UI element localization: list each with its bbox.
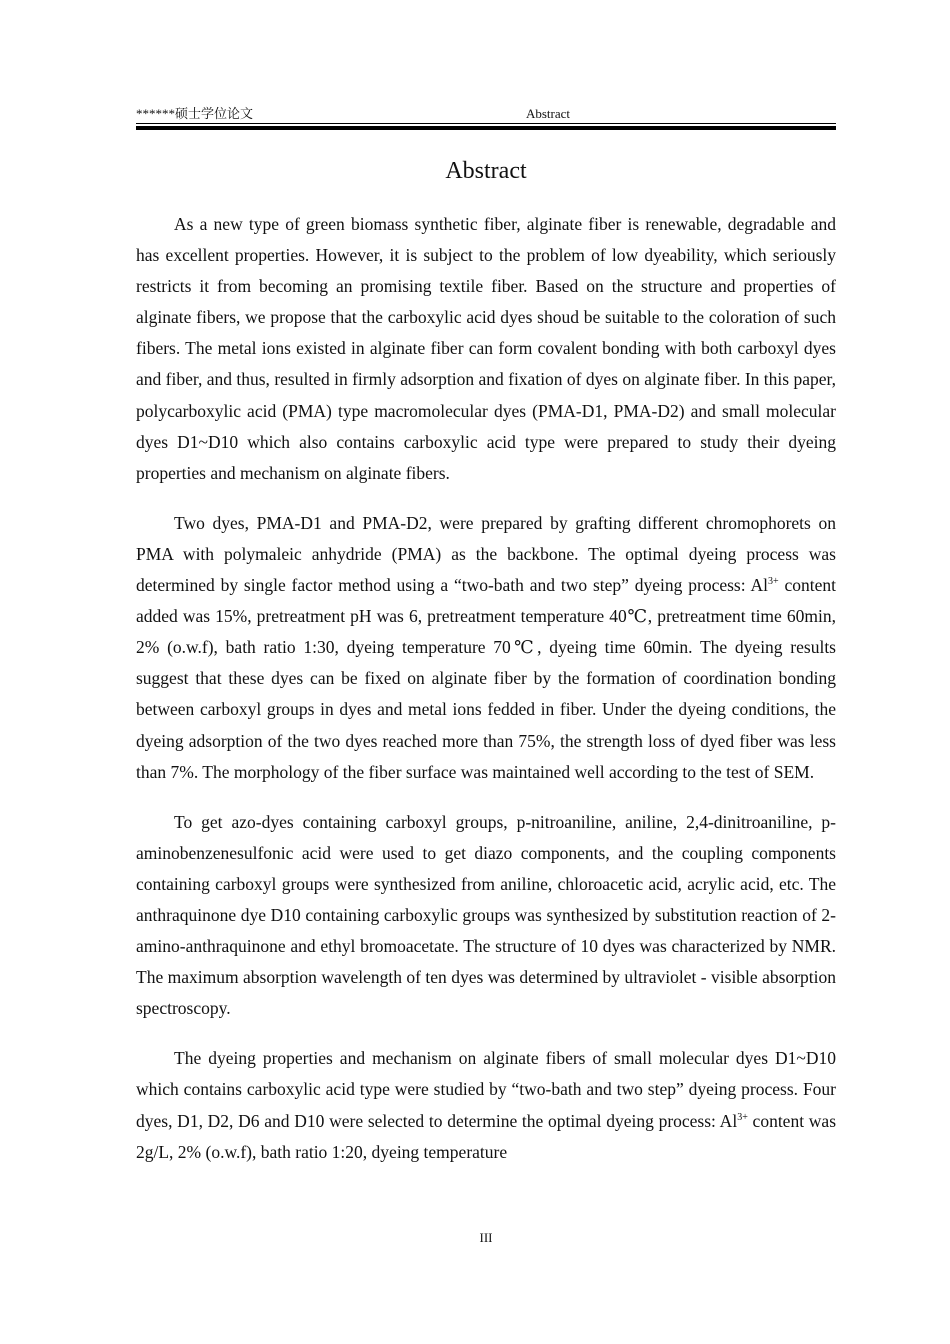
header-rule-thick bbox=[136, 126, 836, 130]
superscript-charge: 3+ bbox=[737, 1111, 748, 1123]
paragraph-4-text-b: content was 2g/L, 2% (o.w.f), bath ratio 1:20, dyeing temperature bbox=[136, 1110, 836, 1162]
paragraph-4 bbox=[136, 1043, 836, 1167]
paragraph-4-text-a: The dyeing properties and mechanism on alginate fibers of small molecular dyes D1~D10 which contains carboxylic acid type were studied by “two-bath and two step” dyeing process. Four dyes, D1, D2, D6 and D10 were selected to determine the optimal dyeing process: Al bbox=[136, 1048, 836, 1131]
paragraph-1: As a new type of green biomass synthetic fiber, alginate fiber is renewable, degradable and has excellent properties. However, it is subject to the problem of low dyeability, which seriously restricts it from becoming an promising textile fiber. Based on the structure and properties of alginate fibers, we propose that the carboxylic acid dyes shoud be suitable to the coloration of such fibers. The metal ions existed in alginate fiber can form covalent bonding with both carboxyl dyes and fiber, and thus, resulted in firmly adsorption and fixation of dyes on alginate fiber. In this paper, polycarboxylic acid (PMA) type macromolecular dyes (PMA-D1, PMA-D2) and small molecular dyes D1~D10 which also contains carboxylic acid type were prepared to study their dyeing properties and mechanism on alginate fibers. bbox=[136, 214, 836, 483]
paragraph-2-text-a: Two dyes, PMA-D1 and PMA-D2, were prepared by grafting different chromophorets on PMA with polymaleic anhydride (PMA) as the backbone. The optimal dyeing process was determined by single factor method using a “two-bath and two step” dyeing process: Al bbox=[136, 512, 836, 596]
header-rule-thin bbox=[136, 123, 836, 124]
abstract-body bbox=[136, 209, 836, 1187]
superscript-charge: 3+ bbox=[768, 576, 779, 588]
paragraph-3: To get azo-dyes containing carboxyl groups, p-nitroaniline, aniline, 2,4-dinitroaniline, p-aminobenzenesulfonic acid were used to get diazo components, and the coupling components containing carboxyl groups were synthesized from aniline, chloroacetic acid, acrylic acid, etc. The anthraquinone dye D10 containing carboxylic groups was synthesized by substitution reaction of 2-amino-anthraquinone and ethyl bromoacetate. The structure of 10 dyes was characterized by NMR. The maximum absorption wavelength of ten dyes was determined by ultraviolet - visible absorption spectroscopy. bbox=[136, 811, 836, 1019]
paragraph-2 bbox=[136, 508, 836, 788]
page-number: III bbox=[479, 1230, 493, 1245]
running-header-title: Abstract bbox=[525, 106, 571, 121]
section-title: Abstract bbox=[445, 158, 527, 184]
running-header-left: ******硕士学位论文 bbox=[136, 106, 254, 121]
paragraph-2-text-b: content added was 15%, pretreatment pH was 6, pretreatment temperature 40℃, pretreatment time 60min, 2% (o.w.f), bath ratio 1:30, dyeing temperature 70℃, dyeing time 60min. The dyeing results suggest that these dyes can be fixed on alginate fiber by the formation of coordination bonding between carboxyl groups in dyes and metal ions fedded in fiber. Under the dyeing conditions, the dyeing adsorption of the two dyes reached more than 75%, the strength loss of dyed fiber was less than 7%. The morphology of the fiber surface was maintained well according to the test of SEM. bbox=[136, 575, 836, 782]
